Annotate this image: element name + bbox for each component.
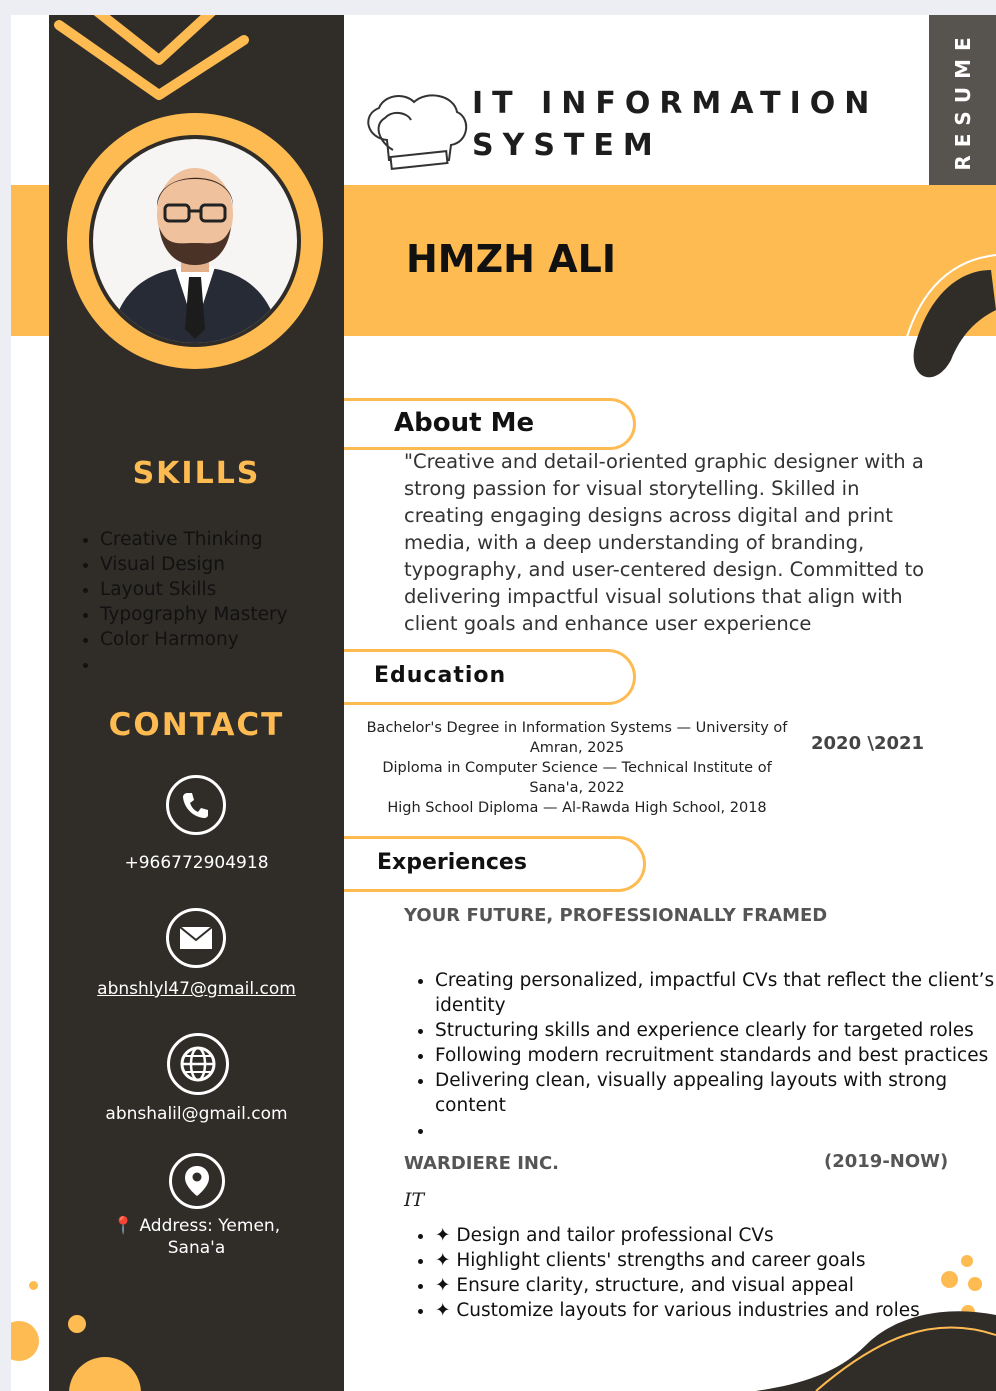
role-duty-item: • ✦ Design and tailor professional CVs (435, 1223, 995, 1248)
company-name: WARDIERE INC. (404, 1153, 560, 1174)
decor-dot (941, 1271, 958, 1288)
job-role: IT (404, 1189, 425, 1211)
experience-item-empty (435, 1118, 995, 1143)
education-item: Bachelor's Degree in Information Systems — University of Amran, 2025 (366, 720, 788, 756)
experiences-heading: Experiences (377, 850, 527, 875)
phone-icon (166, 775, 226, 835)
title-line-2: SYSTEM (472, 128, 662, 163)
avatar-portrait (93, 139, 297, 343)
email-link[interactable]: abnshlyl47@gmail.com (97, 979, 296, 999)
resume-page (11, 15, 996, 1391)
location-pin-icon (169, 1153, 225, 1209)
decor-dot (961, 1255, 973, 1267)
address-line-2: Sana'a (167, 1238, 226, 1258)
skills-list (69, 527, 370, 677)
skill-item: • Layout Skills (100, 577, 370, 602)
role-duty-item: • ✦ Ensure clarity, structure, and visual appeal (435, 1273, 995, 1298)
experience-item: • Delivering clean, visually appealing layouts with strong content (435, 1068, 995, 1118)
role-duty-item: • ✦ Customize layouts for various industries and roles (435, 1298, 995, 1323)
skills-heading: SKILLS (132, 456, 261, 491)
address (49, 1215, 344, 1259)
resume-tab-label: RESUME (950, 29, 975, 171)
decor-dot (29, 1281, 38, 1290)
title-line-1: IT INFORMATION (472, 86, 879, 121)
experience-subheading: YOUR FUTURE, PROFESSIONALLY FRAMED (404, 905, 828, 926)
decor-dot (11, 1321, 39, 1361)
bottom-wave-decoration (756, 1305, 996, 1391)
skill-item: • Color Harmony (100, 627, 370, 652)
skill-item: • Visual Design (100, 552, 370, 577)
globe-icon (167, 1033, 229, 1095)
employment-period: (2019-NOW) (824, 1151, 949, 1172)
chef-hat-icon (359, 90, 474, 175)
phone-number: +966772904918 (124, 853, 269, 873)
title-block (472, 83, 878, 167)
about-heading: About Me (394, 408, 535, 438)
skill-item-empty (100, 652, 370, 677)
skill-item: • Creative Thinking (100, 527, 370, 552)
avatar (89, 135, 301, 347)
contact-heading: CONTACT (108, 707, 285, 743)
experience-item: • Following modern recruitment standards and best practices (435, 1043, 995, 1068)
envelope-icon (166, 908, 226, 968)
education-years: 2020 \2021 (811, 733, 925, 754)
web-address: abnshalil@gmail.com (105, 1104, 288, 1124)
address-line-1: 📍 Address: Yemen, (112, 1216, 281, 1236)
resume-tab (929, 15, 996, 185)
education-item: Diploma in Computer Science — Technical Institute of Sana'a, 2022 (382, 760, 772, 796)
chevron-decoration (49, 15, 344, 115)
decor-dot (968, 1277, 982, 1291)
education-heading: Education (374, 663, 507, 688)
experience-item: • Creating personalized, impactful CVs that reflect the client’s identity (435, 968, 995, 1018)
decor-dot (68, 1315, 86, 1333)
education-list (361, 718, 793, 818)
experience-item: • Structuring skills and experience clearly for targeted roles (435, 1018, 995, 1043)
skill-item: • Typography Mastery (100, 602, 370, 627)
experience-list (404, 968, 995, 1143)
role-duty-item: • ✦ Highlight clients' strengths and career goals (435, 1248, 995, 1273)
swoosh-decoration (896, 240, 996, 390)
about-text: "Creative and detail-oriented graphic designer with a strong passion for visual storytelling. Skilled in creating engaging designs across digital and print media, with a deep understanding of branding, typography, and user-centered design. Committed to delivering impactful visual solutions that align with client goals and enhance user experience (404, 450, 925, 635)
person-name: HMZH ALI (406, 237, 616, 281)
education-item: High School Diploma — Al-Rawda High School, 2018 (387, 800, 767, 816)
